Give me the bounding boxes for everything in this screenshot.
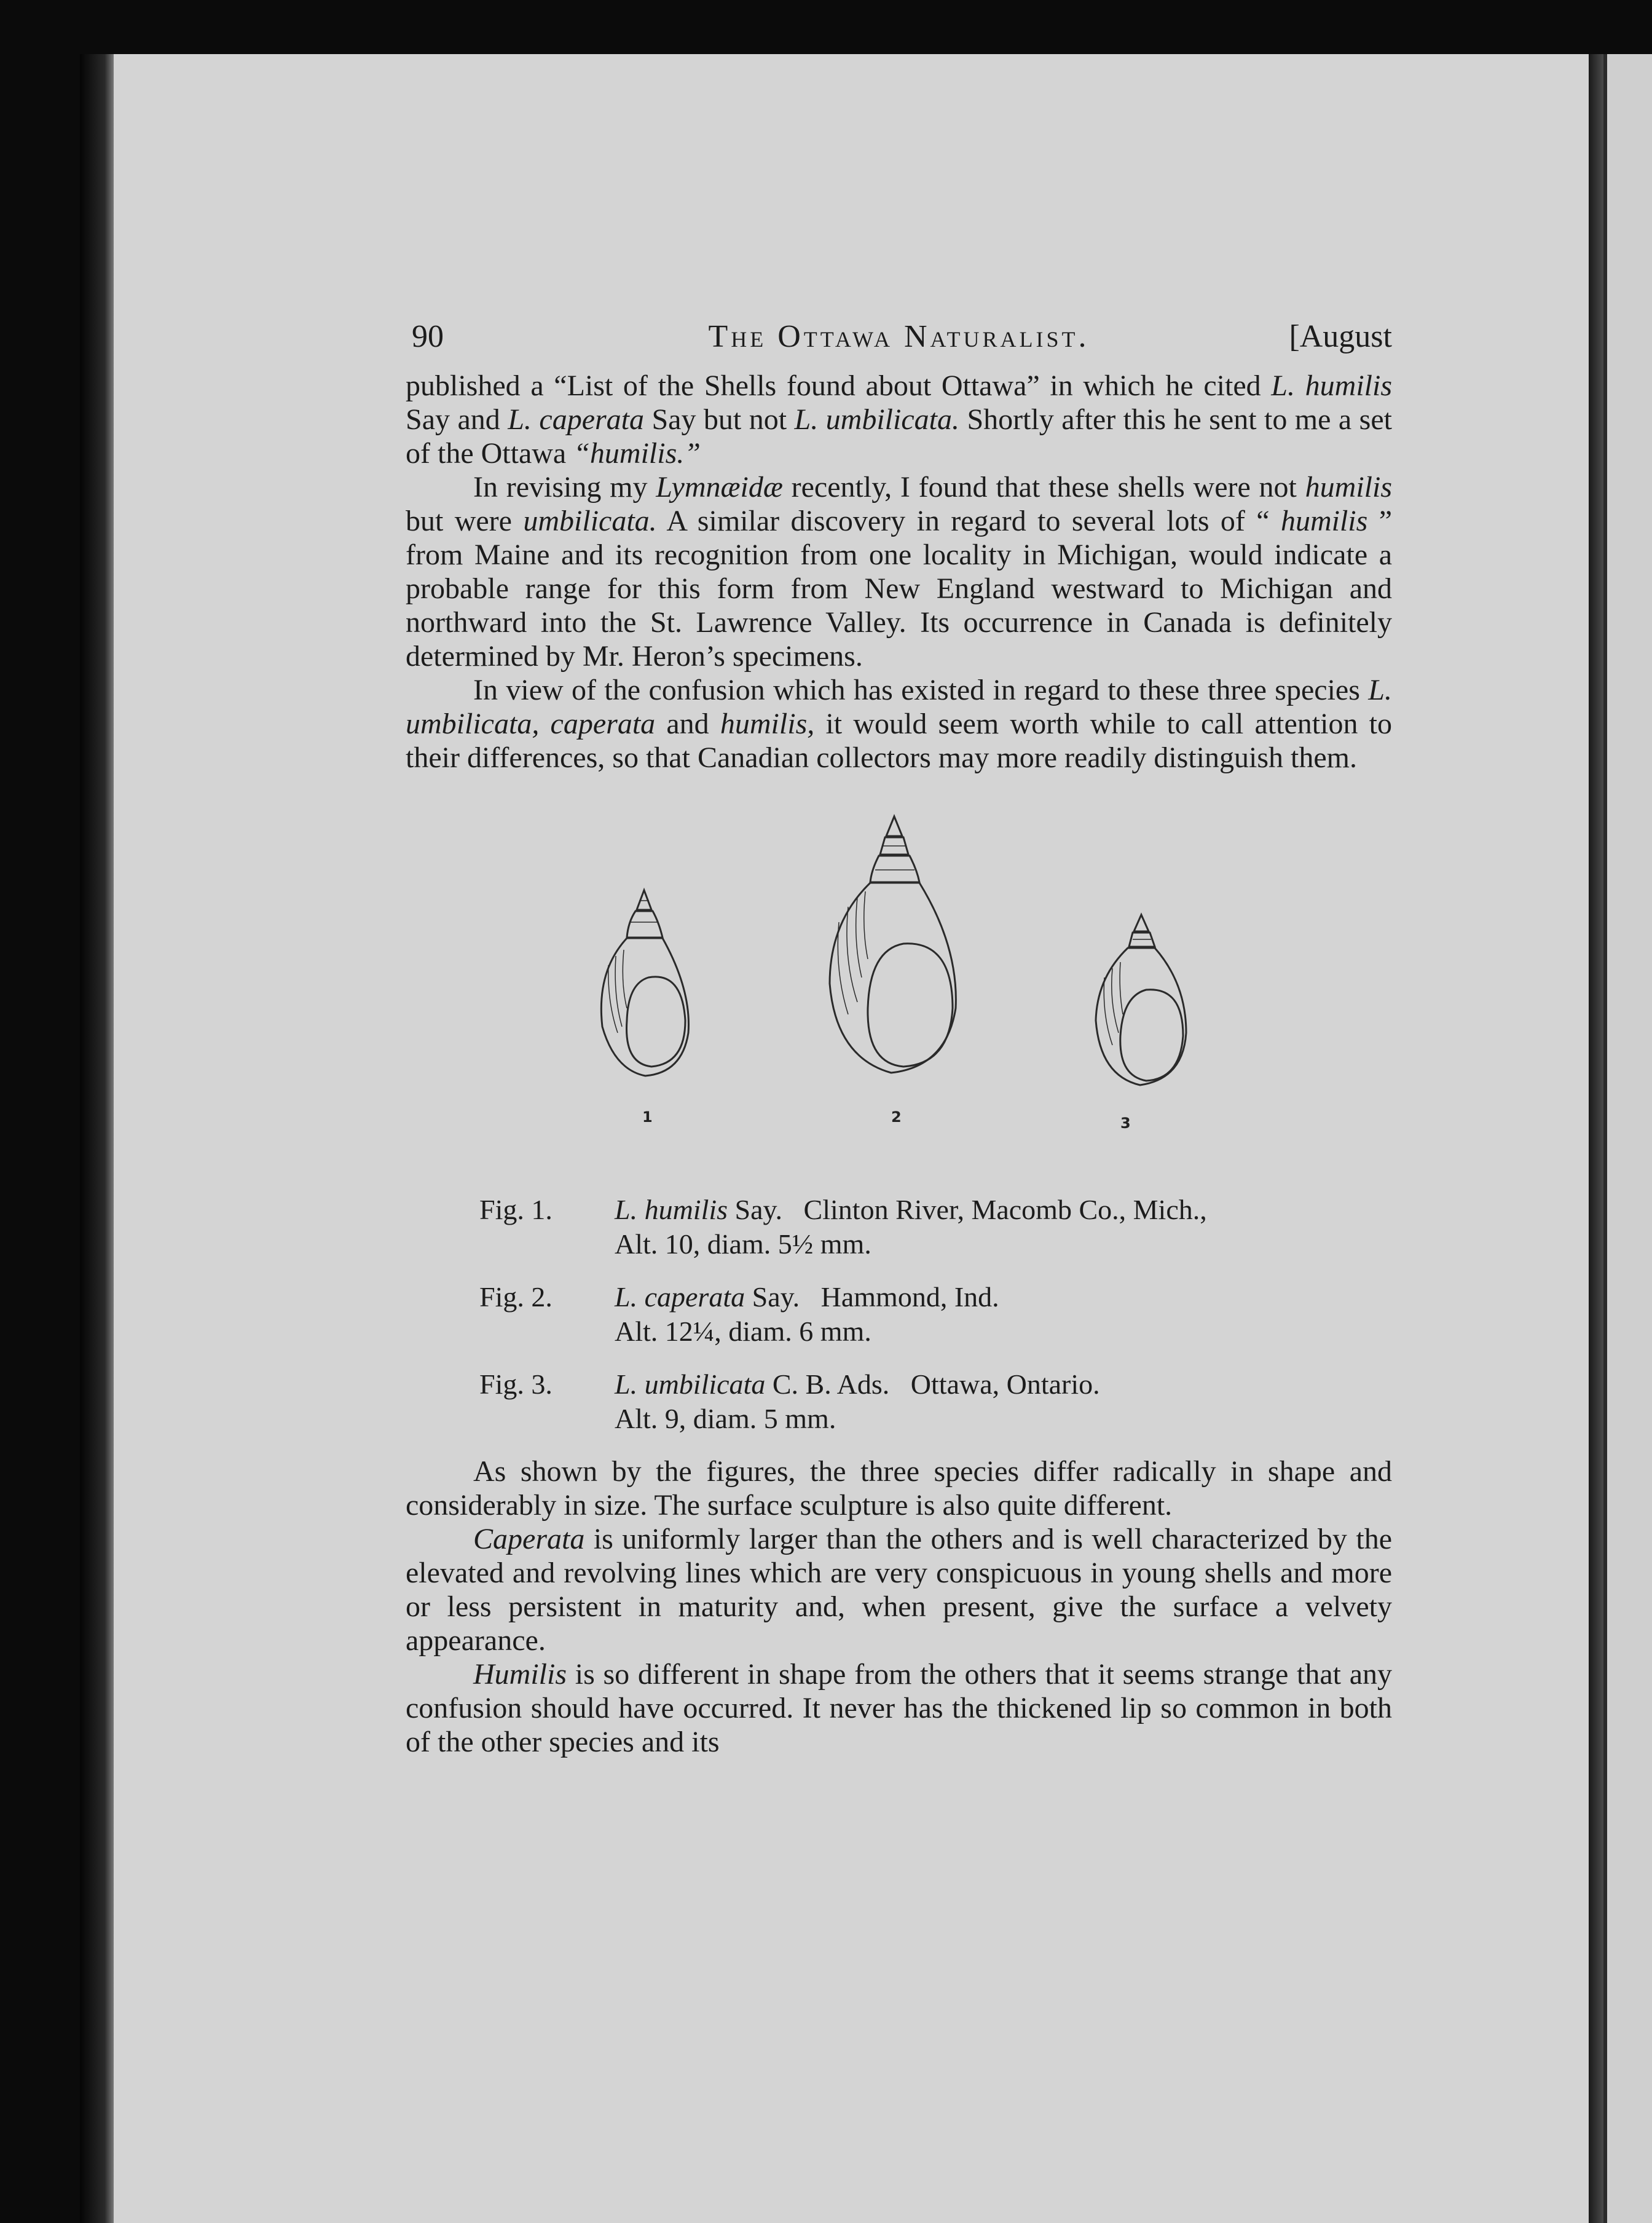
text-run: In view of the confusion which has existed in regard to these three species xyxy=(473,674,1369,706)
species-name: L. umbilicata, caperata xyxy=(406,674,1392,740)
figure-label-2: 2 xyxy=(891,1108,902,1126)
caption-locality: C. B. Ads. Ottawa, Ontario. xyxy=(765,1368,1100,1400)
paragraph-3 xyxy=(406,673,1392,775)
figure-label-1: 1 xyxy=(642,1108,653,1126)
text-run: In revising my xyxy=(473,471,656,503)
page-number: 90 xyxy=(412,319,444,354)
text-run: Say but not xyxy=(644,403,795,436)
shell-illustration-caperata xyxy=(824,811,965,1088)
paragraph-4: As shown by the figures, the three species differ radically in shape and considerably in size. The surface sculpture is also quite different. xyxy=(406,1455,1392,1522)
shell-illustration-humilis xyxy=(590,885,701,1088)
caption-body xyxy=(615,1193,1392,1262)
adjacent-page-edge xyxy=(1603,54,1652,2223)
text-column xyxy=(406,320,1392,1759)
caption-fig-3 xyxy=(479,1367,1392,1436)
species-name: umbilicata. xyxy=(523,505,657,537)
caption-fig-1 xyxy=(479,1193,1392,1262)
species-name: L. caperata xyxy=(508,403,645,436)
journal-title: The Ottawa Naturalist. xyxy=(708,319,1090,354)
text-run: recently, I found that these shells were not xyxy=(782,471,1305,503)
page-left-edge xyxy=(80,54,116,2223)
caption-measurements: Alt. 12¼, diam. 6 mm. xyxy=(615,1316,871,1347)
text-run: it would seem worth while to call attention to their differences, so that Canadian collectors may more readily distinguish them. xyxy=(406,708,1392,774)
text-run: is so different in shape from the others that it seems strange that any confusion should have occurred. It never has the thickened lip so common in both of the other species and its xyxy=(406,1658,1392,1758)
species-name: humilis xyxy=(1305,471,1393,503)
shell-illustration-umbilicata xyxy=(1085,910,1195,1100)
species-name: “humilis.” xyxy=(573,437,701,470)
species-name: L. caperata xyxy=(615,1281,745,1313)
caption-measurements: Alt. 9, diam. 5 mm. xyxy=(615,1403,836,1434)
species-name: L. humilis xyxy=(615,1194,728,1225)
paragraph-1 xyxy=(406,369,1392,470)
text-run: ” from Maine and its recognition from one locality in Michigan, would indicate a probable range for this form from New England westward to Michigan and northward into the St. Lawrence Valley. Its occurrence in Canada is definitely determined by Mr. Heron’s specimens. xyxy=(406,505,1392,673)
paragraph-5 xyxy=(406,1522,1392,1657)
caption-body xyxy=(615,1280,1392,1349)
species-name: humilis, xyxy=(720,708,815,740)
caption-locality: Say. Hammond, Ind. xyxy=(745,1281,999,1313)
text-run: Say and xyxy=(406,403,508,436)
caption-body xyxy=(615,1367,1392,1436)
caption-label: Fig. 2. xyxy=(479,1281,553,1313)
book-gutter xyxy=(1589,54,1603,2223)
caption-label: Fig. 3. xyxy=(479,1368,553,1400)
species-name: L. humilis xyxy=(1271,369,1393,402)
species-name: L. umbilicata. xyxy=(794,403,959,436)
closing-paragraphs xyxy=(406,1455,1392,1759)
paragraph-2 xyxy=(406,470,1392,673)
caption-label: Fig. 1. xyxy=(479,1194,553,1225)
species-name: Caperata xyxy=(473,1523,585,1555)
paragraph-6 xyxy=(406,1657,1392,1759)
shell-figures xyxy=(406,811,1392,1156)
species-name: humilis xyxy=(1280,505,1368,537)
family-name: Lymnæidæ xyxy=(656,471,783,503)
species-name: Humilis xyxy=(473,1658,567,1691)
running-header xyxy=(406,320,1392,369)
figure-captions xyxy=(479,1193,1392,1436)
text-run: published a “List of the Shells found about Ottawa” in which he cited xyxy=(406,369,1272,402)
text-run: Shortly after this he sent to me a set of the Ottawa xyxy=(406,403,1392,470)
text-run: is uniformly larger than the others and is well characterized by the elevated and revolving lines which are very conspicuous in young shells and more or less persistent in maturity and, when present, give the surface a velvety appearance. xyxy=(406,1523,1392,1657)
caption-locality: Say. Clinton River, Macomb Co., Mich., xyxy=(728,1194,1207,1225)
text-run: but were xyxy=(406,505,524,537)
caption-measurements: Alt. 10, diam. 5½ mm. xyxy=(615,1228,871,1260)
figure-label-3: 3 xyxy=(1120,1115,1131,1132)
text-run: and xyxy=(655,708,720,740)
text-run: A similar discovery in regard to several lots of “ xyxy=(656,505,1281,537)
species-name: L. umbilicata xyxy=(615,1368,766,1400)
issue-month: [August xyxy=(1289,319,1392,354)
caption-fig-2 xyxy=(479,1280,1392,1349)
